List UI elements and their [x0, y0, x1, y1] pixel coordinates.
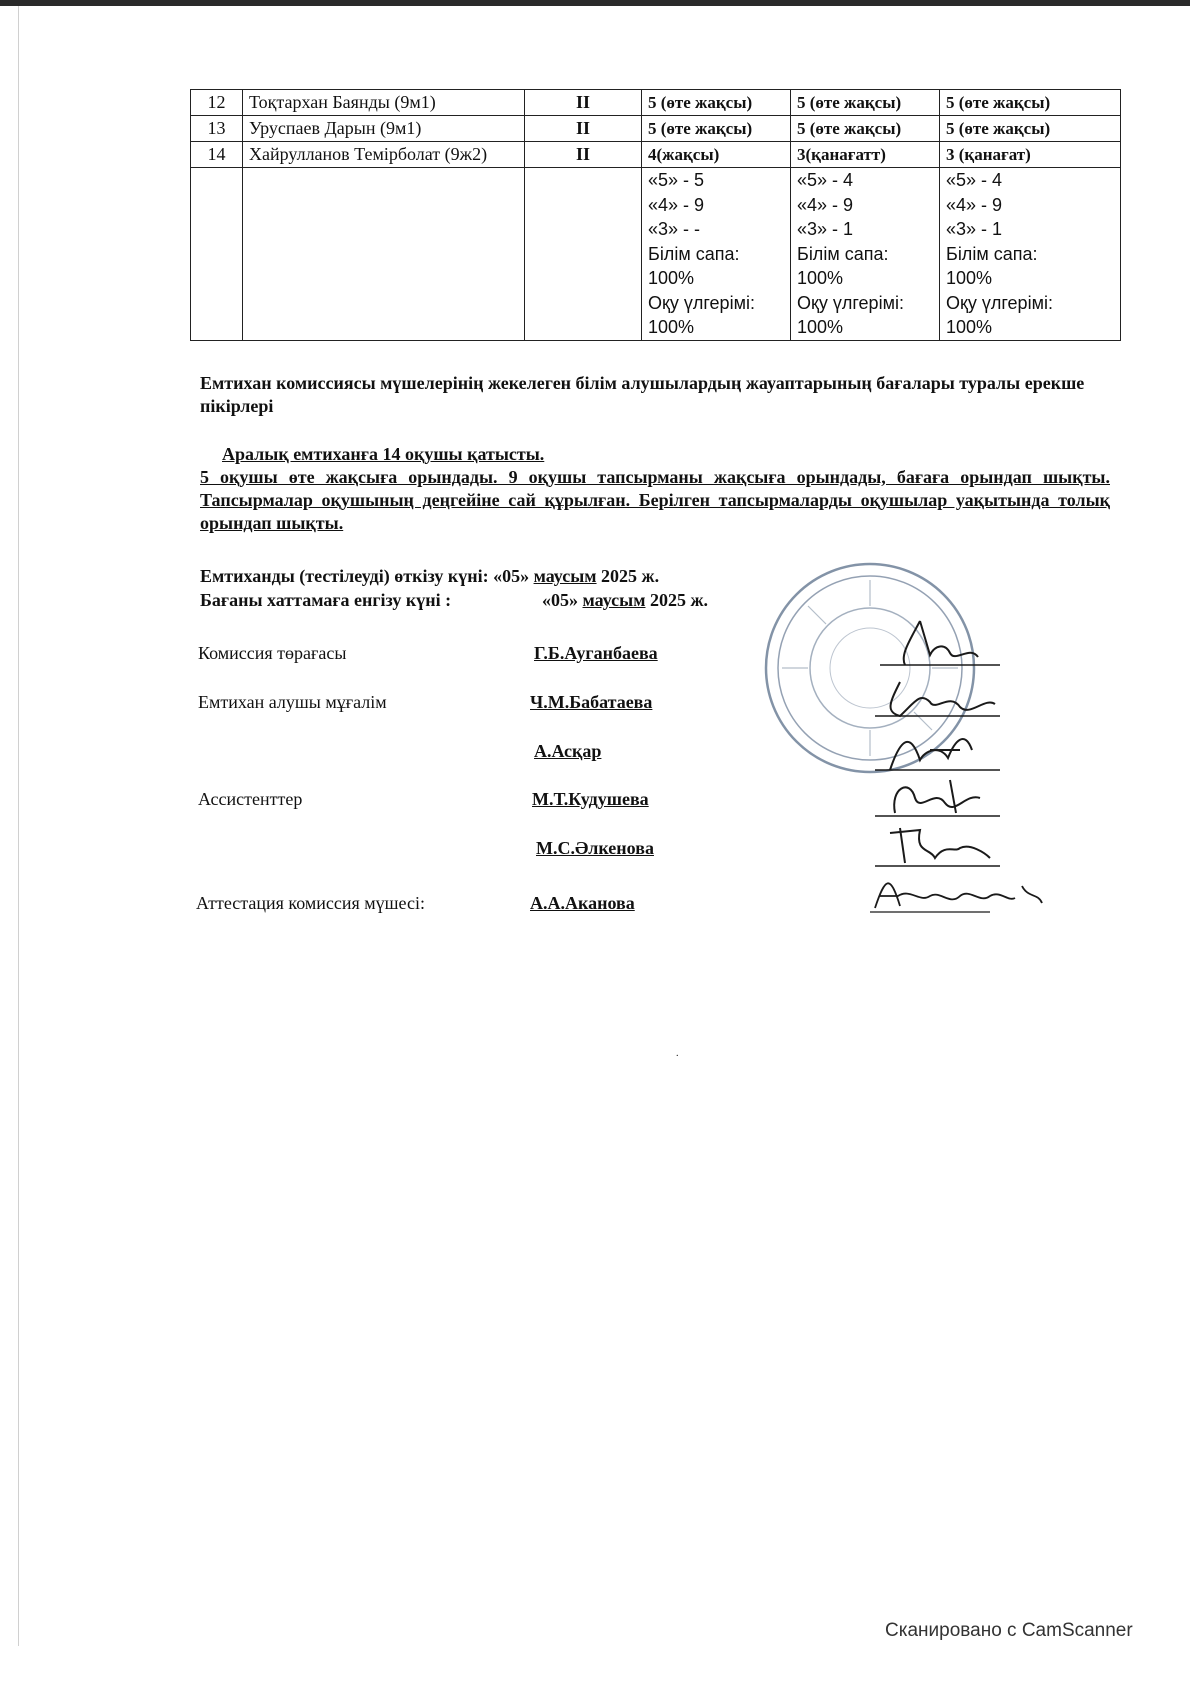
entry-date-month: маусым — [582, 590, 646, 610]
entry-date-year: 2025 ж. — [649, 590, 709, 610]
progress-label: Оқу үлгерімі: — [946, 292, 1053, 313]
progress-value: 100% — [797, 317, 844, 337]
examiner-label: Емтихан алушы мұғалім — [198, 692, 387, 712]
quality-label: Білім сапа: — [648, 243, 740, 264]
grades-table — [190, 89, 1121, 341]
student-name: Хайрулланов Темірболат (9ж2) — [243, 142, 525, 168]
assistants-label: Ассистенттер — [198, 789, 303, 809]
level-cell: II — [525, 142, 642, 168]
quality-value: 100% — [648, 268, 695, 288]
note-paragraph: 5 оқушы өте жақсыға орындады. 9 оқушы тапсырманы жақсыға орындады, бағаға орындап шықты. Тапсырмалар оқушының деңгейіне сай құрылған. Берілген тапсырмаларды оқушылар уақытында толық орындап шықты. — [200, 467, 1110, 533]
scan-left-edge — [18, 6, 19, 1646]
member-signature — [850, 868, 1050, 918]
exam-date-label: Емтиханды (тестілеуді) өткізу күні: «05» — [200, 566, 530, 586]
student-name: Тоқтархан Баянды (9м1) — [243, 90, 525, 116]
member-label: Аттестация комиссия мүшесі: — [196, 893, 425, 913]
empty-cell — [243, 168, 525, 341]
assistant1-name: М.Т.Кудушева — [532, 789, 649, 809]
count-four: «4» - 9 — [946, 194, 1003, 215]
scan-top-edge — [0, 0, 1190, 6]
table-row — [191, 90, 1121, 116]
count-three: «3» - 1 — [946, 219, 1003, 239]
note-first-line: Аралық емтиханға 14 оқушы қатысты. — [222, 444, 545, 464]
progress-value: 100% — [946, 317, 993, 337]
grade-cell: 5 (өте жақсы) — [940, 90, 1121, 116]
examiner2-name: А.Асқар — [534, 741, 602, 761]
empty-cell — [191, 168, 243, 341]
progress-label: Оқу үлгерімі: — [797, 292, 904, 313]
opinions-heading: Емтихан комиссиясы мүшелерінің жекелеген білім алушылардың жауаптарының бағалары туралы ерекше пікірлері — [200, 373, 1085, 416]
empty-cell — [525, 168, 642, 341]
entry-date-label: Бағаны хаттамаға енгізу күні : — [200, 590, 452, 610]
student-name: Уруспаев Дарын (9м1) — [243, 116, 525, 142]
exam-date-month: маусым — [533, 566, 597, 586]
grade-cell: 5 (өте жақсы) — [940, 116, 1121, 142]
entry-date-value — [542, 590, 708, 611]
grade-cell: 5 (өте жақсы) — [791, 116, 940, 142]
row-number: 13 — [191, 116, 243, 142]
count-five: «5» - 4 — [797, 170, 854, 190]
grade-cell: 4(жақсы) — [642, 142, 791, 168]
count-three: «3» - - — [648, 219, 701, 239]
level-cell: II — [525, 90, 642, 116]
count-four: «4» - 9 — [797, 194, 854, 215]
count-five: «5» - 5 — [648, 170, 705, 190]
exam-date-year: 2025 ж. — [601, 566, 660, 586]
chair-name: Г.Б.Ауганбаева — [534, 643, 658, 663]
summary-cell — [791, 168, 940, 341]
count-four: «4» - 9 — [648, 194, 705, 215]
grade-cell: 3(қанағатт) — [791, 142, 940, 168]
count-three: «3» - 1 — [797, 219, 854, 239]
table-row — [191, 116, 1121, 142]
examiner-name: Ч.М.Бабатаева — [530, 692, 653, 712]
summary-cell — [940, 168, 1121, 341]
chair-label: Комиссия төрағасы — [198, 643, 347, 663]
quality-value: 100% — [946, 268, 993, 288]
progress-label: Оқу үлгерімі: — [648, 292, 755, 313]
quality-label: Білім сапа: — [946, 243, 1038, 264]
scanner-watermark: Сканировано с CamScanner — [885, 1620, 1133, 1641]
entry-date-day: «05» — [542, 590, 578, 610]
table-row — [191, 142, 1121, 168]
quality-label: Білім сапа: — [797, 243, 889, 264]
assistant2-name: М.С.Әлкенова — [536, 838, 654, 858]
speck: . — [676, 1048, 679, 1059]
grade-cell: 3 (қанағат) — [940, 142, 1121, 168]
progress-value: 100% — [648, 317, 695, 337]
quality-value: 100% — [797, 268, 844, 288]
chair-signature — [860, 615, 1010, 680]
member-name: А.А.Аканова — [530, 893, 635, 913]
exam-date-line — [200, 566, 659, 587]
grade-cell: 5 (өте жақсы) — [791, 90, 940, 116]
level-cell: II — [525, 116, 642, 142]
row-number: 14 — [191, 142, 243, 168]
summary-cell — [642, 168, 791, 341]
summary-row — [191, 168, 1121, 341]
grade-cell: 5 (өте жақсы) — [642, 90, 791, 116]
count-five: «5» - 4 — [946, 170, 1003, 190]
row-number: 12 — [191, 90, 243, 116]
grade-cell: 5 (өте жақсы) — [642, 116, 791, 142]
